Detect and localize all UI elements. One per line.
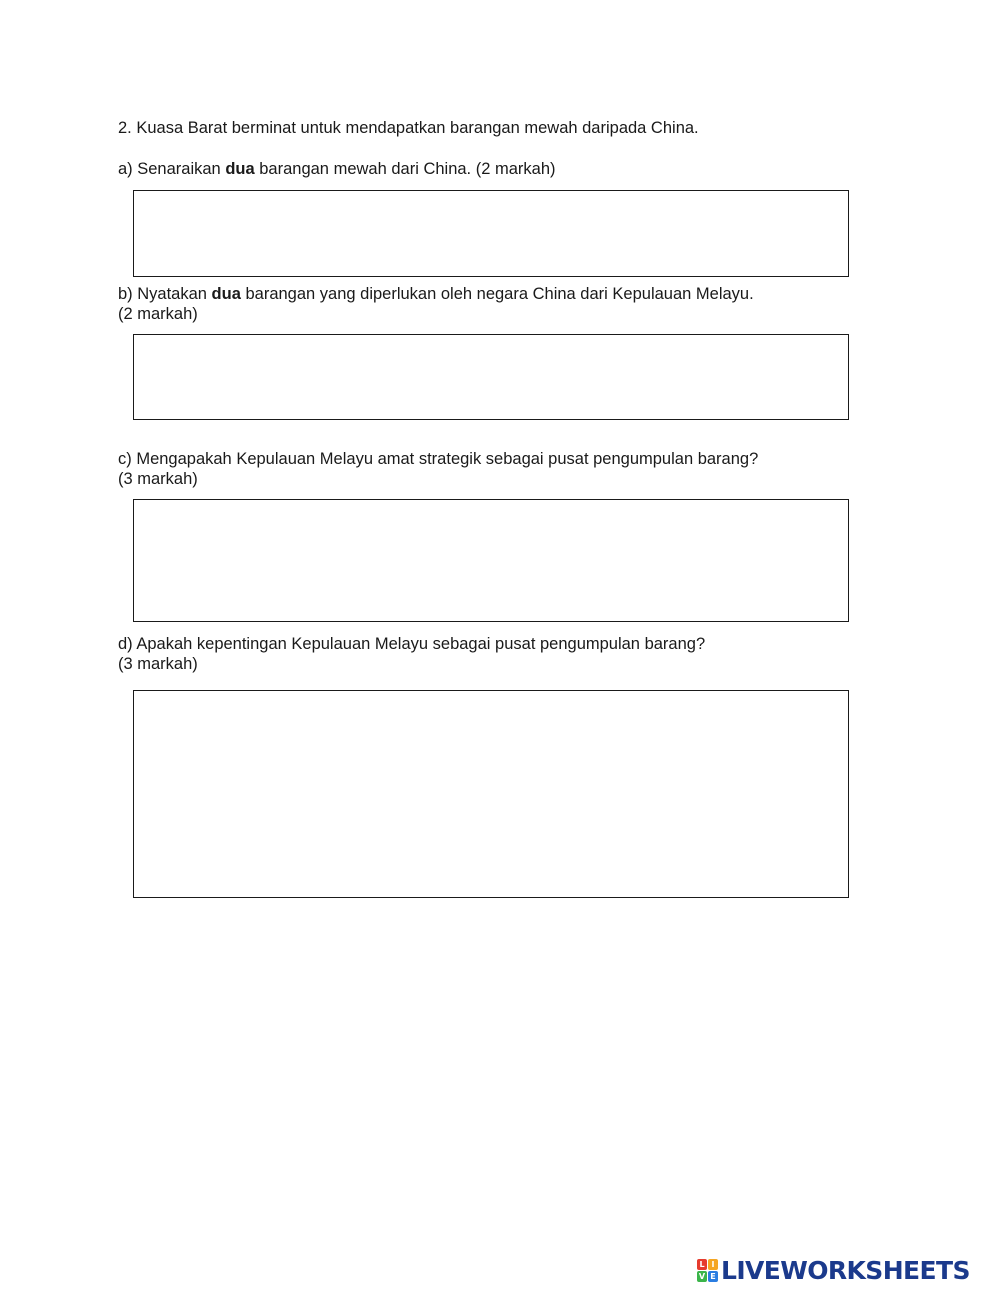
question-c-text: [118, 449, 758, 469]
question-d-marks: (3 markah): [118, 655, 198, 673]
question-a-text: [118, 159, 556, 179]
logo-letter-i: I: [708, 1259, 718, 1270]
logo-letter-v: V: [698, 1272, 706, 1281]
liveworksheets-logo: [697, 1257, 970, 1285]
question-intro: 2. Kuasa Barat berminat untuk mendapatkan barangan mewah daripada China.: [118, 119, 699, 137]
question-c-marks: (3 markah): [118, 470, 198, 488]
question-b-marks: (2 markah): [118, 305, 198, 323]
question-b-post: barangan yang diperlukan oleh negara China dari Kepulauan Melayu.: [240, 285, 754, 303]
question-a-bold: dua: [225, 160, 255, 178]
question-b-text: [118, 284, 754, 304]
logo-mark-icon: [697, 1259, 719, 1283]
question-d-pre: d) Apakah kepentingan Kepulauan Melayu sebagai pusat pengumpulan barang?: [118, 635, 706, 653]
answer-box-c[interactable]: [133, 499, 849, 622]
question-a-pre: a) Senaraikan: [118, 160, 226, 178]
logo-letter-e: E: [708, 1271, 718, 1282]
answer-box-a[interactable]: [133, 190, 849, 277]
question-c-pre: c) Mengapakah Kepulauan Melayu amat strategik sebagai pusat pengumpulan barang?: [118, 450, 759, 468]
logo-letter-l: L: [697, 1259, 707, 1270]
question-b-bold: dua: [211, 285, 241, 303]
answer-box-b[interactable]: [133, 334, 849, 420]
answer-box-d[interactable]: [133, 690, 849, 898]
question-b-pre: b) Nyatakan: [118, 285, 212, 303]
question-a-post: barangan mewah dari China. (2 markah): [254, 160, 556, 178]
brand-name: LIVEWORKSHEETS: [721, 1256, 970, 1285]
question-d-text: [118, 634, 705, 654]
